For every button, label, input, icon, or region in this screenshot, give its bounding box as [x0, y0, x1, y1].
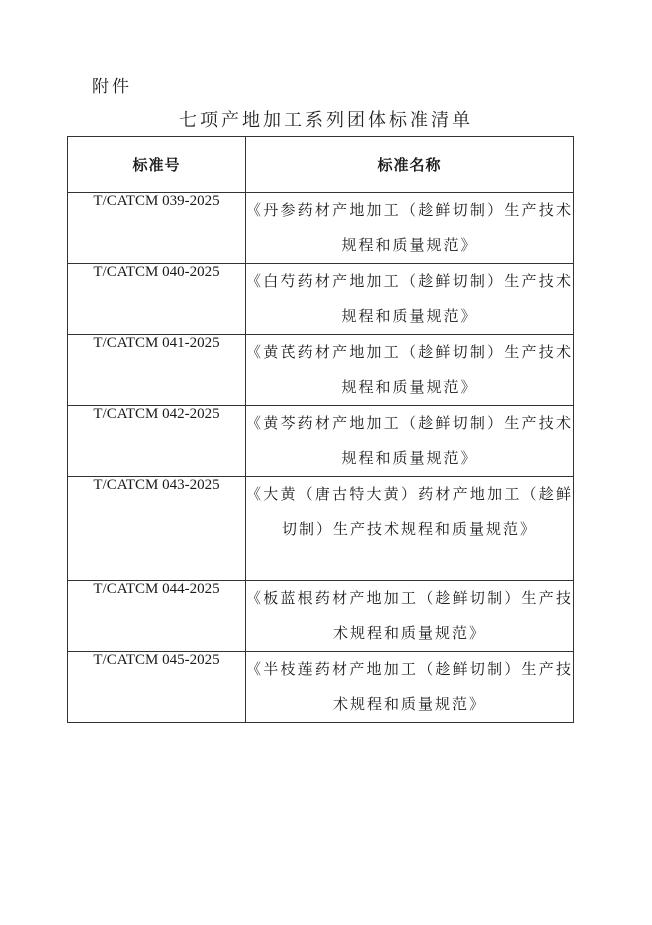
- standard-name: 《黄芪药材产地加工（趁鲜切制）生产技术规程和质量规范》: [246, 335, 574, 406]
- table-row: [68, 264, 574, 335]
- table-row: [68, 193, 574, 264]
- standard-name: 《板蓝根药材产地加工（趁鲜切制）生产技术规程和质量规范》: [246, 581, 574, 652]
- standard-name: 《半枝莲药材产地加工（趁鲜切制）生产技术规程和质量规范》: [246, 652, 574, 723]
- standard-code: T/CATCM 042-2025: [68, 406, 246, 477]
- standard-name: 《大黄（唐古特大黄）药材产地加工（趁鲜切制）生产技术规程和质量规范》: [246, 477, 574, 581]
- standard-code: T/CATCM 043-2025: [68, 477, 246, 581]
- table-row: [68, 335, 574, 406]
- standard-name: 《黄芩药材产地加工（趁鲜切制）生产技术规程和质量规范》: [246, 406, 574, 477]
- standard-code: T/CATCM 039-2025: [68, 193, 246, 264]
- standard-name: 《白芍药材产地加工（趁鲜切制）生产技术规程和质量规范》: [246, 264, 574, 335]
- header-standard-code: 标准号: [68, 137, 246, 193]
- standard-code: T/CATCM 044-2025: [68, 581, 246, 652]
- table-row: [68, 477, 574, 581]
- standard-code: T/CATCM 041-2025: [68, 335, 246, 406]
- standard-name: 《丹参药材产地加工（趁鲜切制）生产技术规程和质量规范》: [246, 193, 574, 264]
- table-row: [68, 406, 574, 477]
- standard-code: T/CATCM 040-2025: [68, 264, 246, 335]
- table-header-row: [68, 137, 574, 193]
- standards-table: [67, 136, 574, 723]
- attachment-label: 附件: [92, 77, 132, 97]
- header-standard-name: 标准名称: [246, 137, 574, 193]
- document-title: 七项产地加工系列团体标准清单: [179, 110, 473, 131]
- table-row: [68, 581, 574, 652]
- standard-code: T/CATCM 045-2025: [68, 652, 246, 723]
- table-row: [68, 652, 574, 723]
